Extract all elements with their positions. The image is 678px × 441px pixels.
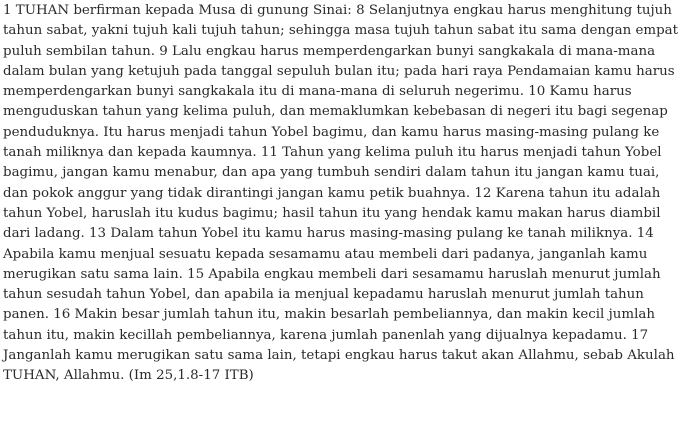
text-line: tahun sabat, yakni tujuh kali tujuh tahun; sehingga masa tujuh tahun sabat itu sama dengan empat: [3, 23, 678, 39]
text-line: Apabila kamu menjual sesuatu kepada sesamamu atau membeli dari padanya, janganlah kamu: [3, 246, 648, 262]
text-line: merugikan satu sama lain. 15 Apabila engkau membeli dari sesamamu haruslah menurut jumlah: [3, 266, 661, 282]
text-line: menguduskan tahun yang kelima puluh, dan memaklumkan kebebasan di negeri itu bagi segenap: [3, 104, 668, 120]
text-line: Janganlah kamu merugikan satu sama lain, tetapi engkau harus takut akan Allahmu, sebab Akulah: [3, 348, 675, 364]
text-line: 1 TUHAN berfirman kepada Musa di gunung Sinai: 8 Selanjutnya engkau harus menghitung tujuh: [3, 3, 672, 18]
text-line: tahun sesudah tahun Yobel, dan apabila ia menjual kepadamu haruslah menurut jumlah tahun: [3, 287, 644, 303]
text-line: panen. 16 Makin besar jumlah tahun itu, makin besarlah pembeliannya, dan makin kecil jumlah: [3, 307, 655, 323]
text-line: puluh sembilan tahun. 9 Lalu engkau harus memperdengarkan bunyi sangkakala di mana-mana: [3, 43, 656, 59]
text-line: tanah miliknya dan kepada kaumnya. 11 Tahun yang kelima puluh itu harus menjadi tahun Yobel: [3, 145, 662, 161]
passage-text: [0, 1, 678, 441]
text-line: bagimu, jangan kamu menabur, dan apa yang tumbuh sendiri dalam tahun itu jangan kamu tuai,: [3, 165, 660, 181]
text-line: dalam bulan yang ketujuh pada tanggal sepuluh bulan itu; pada hari raya Pendamaian kamu harus: [3, 63, 675, 79]
citation-line: TUHAN, Allahmu. (Im 25,1.8-17 ITB): [3, 368, 254, 384]
text-line: memperdengarkan bunyi sangkakala itu di mana-mana di seluruh negerimu. 10 Kamu harus: [3, 84, 632, 100]
text-line: tahun itu, makin kecillah pembeliannya, karena jumlah panenlah yang dijualnya kepadamu. 17: [3, 327, 649, 343]
text-line: dari ladang. 13 Dalam tahun Yobel itu kamu harus masing-masing pulang ke tanah miliknya. 14: [3, 226, 654, 242]
text-line: tahun Yobel, haruslah itu kudus bagimu; hasil tahun itu yang hendak kamu makan harus diambil: [3, 205, 661, 221]
text-line: dan pokok anggur yang tidak dirantingi jangan kamu petik buahnya. 12 Karena tahun itu adalah: [3, 185, 661, 201]
text-line: penduduknya. Itu harus menjadi tahun Yobel bagimu, dan kamu harus masing-masing pulang ke: [3, 124, 660, 140]
